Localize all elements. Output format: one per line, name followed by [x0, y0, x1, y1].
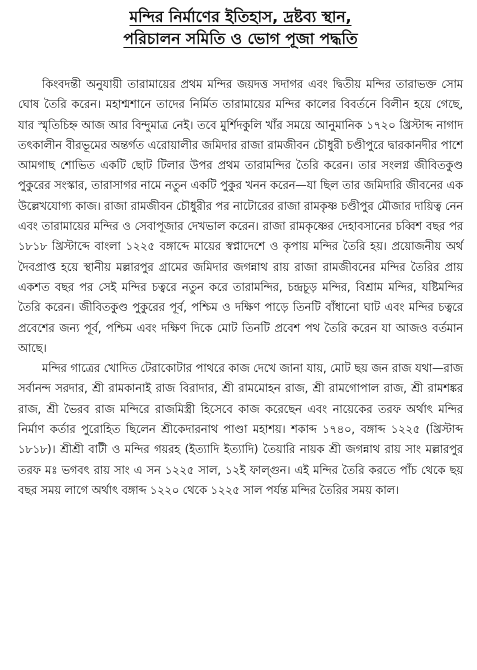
paragraph-builders: মন্দির গাত্রের খোদিত টেরাকোটার পাথরে কাজ দেখে জানা যায়, মোট ছয় জন রাজ যথা—রাজ সর্বানন্দ সরদার, শ্রী রামকানাই রাজ বিরাদার, শ্রী রামমোহন রাজ, শ্রী রামগোপাল রাজ, শ্রী রামশঙ্কর রাজ, শ্রী ভৈরব রাজ মন্দিরে রাজমিস্ত্রী হিসেবে কাজ করেছেন এবং নায়েকের তরফ অর্থাৎ মন্দির নির্মাণ কর্তার পুরোহিত ছিলেন শ্রীকেদারনাথ পাণ্ডা মহাশয়। শকাব্দ ১৭৪০, বঙ্গাব্দ ১২২৫ (খ্রিস্টাব্দ ১৮১৮)। শ্রীশ্রী বাটী ও মন্দির গয়রহ (ইত্যাদি ইত্যাদি) তৈয়ারি নায়ক শ্রী জগন্নাথ রায় সাং মল্লারপুর তরফ মঃ ভগবৎ রায় সাং এ সন ১২২৫ সাল, ১২ই ফাল্গুন। এই মন্দির তৈরি করতে পাঁচ থেকে ছয় বছর সময় লাগে অর্থাৎ বঙ্গাব্দ ১২২০ থেকে ১২২৫ সাল পর্যন্ত মন্দির তৈরির সময় কাল।: [18, 361, 463, 497]
title-line-2: পরিচালন সমিতি ও ভোগ পূজা পদ্ধতি: [123, 30, 358, 48]
paragraph-history: কিংবদন্তী অনুযায়ী তারামায়ের প্রথম মন্দির জয়দত্ত সদাগর এবং দ্বিতীয় মন্দির তারাভক্ত সোম ঘোষ তৈরি করেন। মহাশ্মশানে তাদের নির্মিত তারামায়ের মন্দির কালের বিবর্তনে বিলীন হয়ে গেছে, যার স্মৃতিচিহ্ন আজ আর বিন্দুমাত্র নেই। তবে মুর্শিদকুলি খাঁর সময়ে আনুমানিক ১৭২০ খ্রিস্টাব্দ নাগাদ তৎকালীন বীরভূমের অন্তর্গত এরোয়ালীর জমিদার রাজা রামজীবন চৌধুরী চণ্ডীপুরে দ্বারকানদীর পাশে আমগাছ শোভিত একটি ছোট টিলার উপর প্রথম তারামন্দির তৈরি করেন। তার সংলগ্ন জীবিতকুণ্ড পুকুরের সংস্কার, তারাসাগর নামে নতুন একটি পুকুর খনন করেন—যা ছিল তার জমিদারি জীবনের এক উল্লেখযোগ্য কাজ। রাজা রামজীবন চৌধুরীর পর নাটোরের রাজা রামকৃষ্ণ চণ্ডীপুর মৌজার দায়িত্ব নেন এবং তারামায়ের মন্দির ও সেবাপূজার দেখভাল করেন। রাজা রামকৃষ্ণের দেহাবসানের চব্বিশ বছর পর ১৮১৮ খ্রিস্টাব্দে বাংলা ১২২৫ বঙ্গাব্দে মায়ের স্বপ্নাদেশে ও কৃপায় মন্দির তৈরি হয়। প্রয়োজনীয় অর্থ দৈবপ্রাপ্ত হয়ে স্থানীয় মল্লারপুর গ্রামের জমিদার জগন্নাথ রায় রাজা রামজীবনের মন্দির তৈরির প্রায় একশত বছর পর সেই মন্দির চত্বরে নতুন করে তারামন্দির, চন্দ্রচূড় মন্দির, বিশ্রাম মন্দির, যষ্টিমন্দির তৈরি করেন। জীবিতকুণ্ড পুকুরের পূর্ব, পশ্চিম ও দক্ষিণ পাড়ে তিনটি বাঁধানো ঘাট এবং মন্দির চত্বরে প্রবেশের জন্য পূর্ব, পশ্চিম এবং দক্ষিণ দিকে মোট তিনটি প্রবেশ পথ তৈরি করেন যা আজও বর্তমান আছে।: [18, 77, 463, 355]
title-line-1: মন্দির নির্মাণের ইতিহাস, দ্রষ্টব্য স্থান,: [129, 8, 352, 26]
body-text: [18, 74, 463, 500]
page-title: [18, 6, 463, 50]
